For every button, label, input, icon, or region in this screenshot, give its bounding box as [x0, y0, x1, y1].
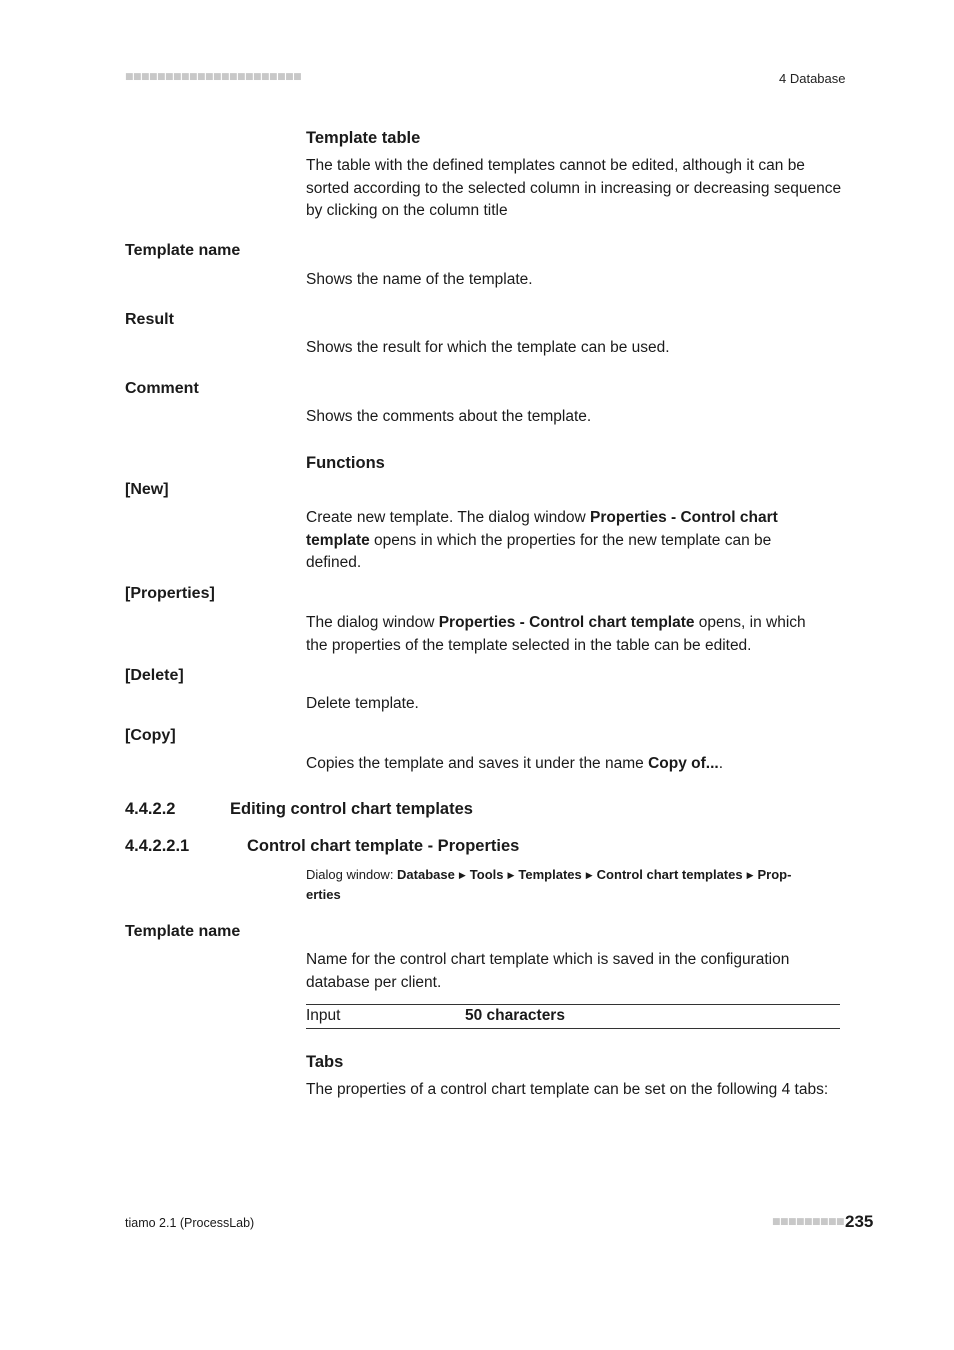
- tabs-text: The properties of a control chart template can be set on the following 4 tabs:: [306, 1081, 829, 1098]
- section-title-4422: Editing control chart templates: [230, 800, 473, 818]
- header-decoration: ■■■■■■■■■■■■■■■■■■■■■■: [125, 72, 302, 82]
- desc-delete: Delete template.: [306, 695, 419, 712]
- desc-template-name: Shows the name of the template.: [306, 271, 533, 288]
- tabs-heading: Tabs: [306, 1053, 344, 1071]
- page-number: 235: [845, 1212, 874, 1231]
- dialog-path: Dialog window: Database ▶ Tools ▶ Templates ▶ Control chart templates ▶ Prop- erties: [306, 867, 792, 902]
- term-delete: [Delete]: [125, 667, 184, 684]
- functions-heading: Functions: [306, 454, 385, 472]
- input-label: Input: [306, 1007, 341, 1024]
- term-template-name-prop: Template name: [125, 923, 241, 940]
- term-comment: Comment: [125, 380, 199, 397]
- desc-result: Shows the result for which the template can be used.: [306, 339, 670, 356]
- section-number-4422: 4.4.2.2: [125, 800, 176, 818]
- input-table-top-rule: [306, 1004, 840, 1005]
- term-properties: [Properties]: [125, 585, 215, 602]
- term-template-name: Template name: [125, 242, 241, 259]
- section-title-44221: Control chart template - Properties: [247, 837, 520, 855]
- input-value: 50 characters: [465, 1007, 565, 1024]
- desc-comment: Shows the comments about the template.: [306, 408, 592, 425]
- term-result: Result: [125, 311, 174, 328]
- template-table-text: The table with the defined templates cannot be edited, although it can be sorted according to the selected column in increasing or decreasing sequence by clicking on the column title: [306, 157, 842, 219]
- path-separator-icon: ▶: [458, 870, 466, 880]
- section-number-44221: 4.4.2.2.1: [125, 837, 190, 855]
- term-new: [New]: [125, 481, 169, 498]
- path-separator-icon: ▶: [746, 870, 754, 880]
- desc-template-name-prop: Name for the control chart template which is saved in the configuration database per client.: [306, 951, 790, 991]
- chapter-header: 4 Database: [779, 71, 846, 86]
- path-separator-icon: ▶: [585, 870, 593, 880]
- desc-properties: The dialog window Properties - Control chart template opens, in which the properties of the template selected in the table can be edited.: [306, 614, 806, 654]
- footer-product: tiamo 2.1 (ProcessLab): [125, 1216, 255, 1230]
- template-table-heading: Template table: [306, 129, 421, 147]
- desc-copy: Copies the template and saves it under the name Copy of....: [306, 755, 723, 772]
- path-separator-icon: ▶: [507, 870, 515, 880]
- footer-decoration: ■■■■■■■■■: [772, 1217, 845, 1227]
- desc-new: Create new template. The dialog window Properties - Control chart template opens in which the properties for the new template can be defined.: [306, 509, 778, 571]
- term-copy: [Copy]: [125, 727, 176, 744]
- input-table-bottom-rule: [306, 1028, 840, 1029]
